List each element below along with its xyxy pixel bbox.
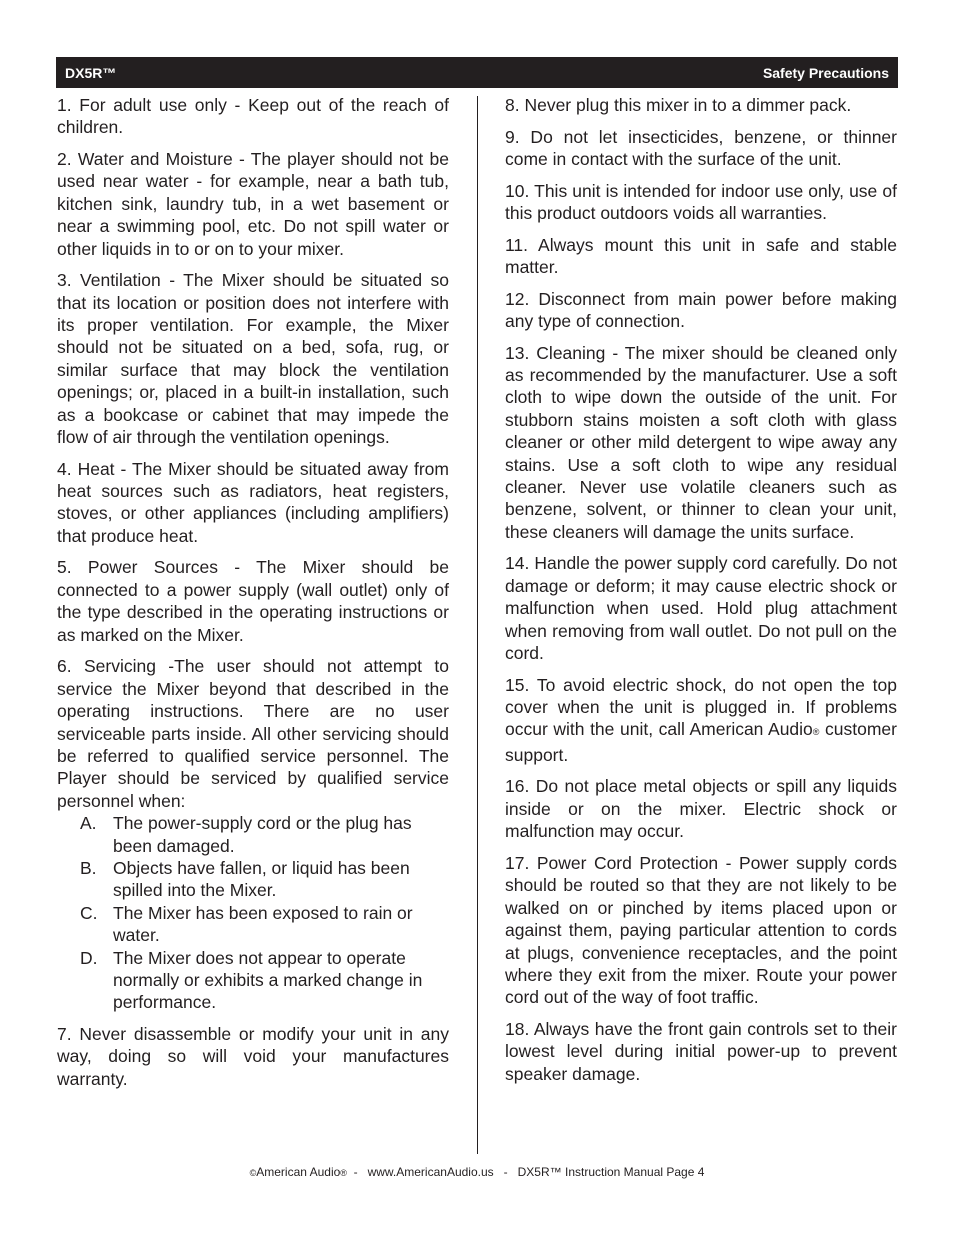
item-15-text: 15. To avoid electric shock, do not open the top cover when the unit is plugged in. If problems occur with the unit, call American Audio (505, 674, 897, 740)
precaution-item-16: 16. Do not place metal objects or spill any liquids inside or on the mixer. Electric shock or malfunction may occur. (505, 776, 897, 842)
section-title: Safety Precautions (762, 64, 889, 81)
subitem-letter: C. (80, 902, 98, 923)
subitem-text: The Mixer does not appear to operate normally or exhibits a marked change in performance. (113, 947, 423, 1013)
model-name: DX5R™ (65, 64, 117, 81)
footer-registered-mark: ® (340, 1168, 347, 1178)
precaution-item-9: 9. Do not let insecticides, benzene, or thinner come in contact with the surface of the unit. (505, 126, 897, 169)
item-15-tail: customer support. (505, 719, 897, 765)
precaution-item-18: 18. Always have the front gain controls set to their lowest level during initial power-up to prevent speaker damage. (505, 1018, 897, 1084)
registered-mark: ® (812, 727, 820, 738)
precaution-item-15 (505, 674, 897, 767)
footer-text: - www.AmericanAudio.us - DX5R™ Instruction Manual Page 4 (346, 1165, 705, 1179)
footer-company: American Audio (256, 1165, 341, 1179)
right-column (505, 94, 897, 1094)
servicing-subitem (80, 947, 449, 1014)
precaution-item-8: 8. Never plug this mixer in to a dimmer pack. (505, 95, 852, 115)
precaution-item-3: 3. Ventilation - The Mixer should be situated so that its location or position does not interfere with its proper ventilation. For example, the Mixer should not be situated on a bed, sofa, rug, or similar surface that may block the ventilation openings; or, placed in a built-in installation, such as a bookcase or cabinet that may impede the flow of air through the ventilation openings. (57, 270, 449, 448)
precaution-item-6: 6. Servicing -The user should not attempt to service the Mixer beyond that described in the operating instructions. There are no user serviceable parts inside. All other servicing should be referred to qualified service personnel. The Player should be serviced by qualified service personnel when: (57, 656, 449, 811)
precaution-item-1: 1. For adult use only - Keep out of the reach of children. (57, 95, 449, 138)
subitem-letter: A. (80, 813, 97, 834)
precaution-item-7: 7. Never disassemble or modify your unit in any way, doing so will void your manufactures warranty. (57, 1023, 449, 1089)
precaution-item-11: 11. Always mount this unit in safe and stable matter. (505, 234, 897, 277)
precaution-item-2: 2. Water and Moisture - The player should not be used near water - for example, near a bath tub, kitchen sink, laundry tub, in a wet basement or near a swimming pool, etc. Do not spill water or other liquids in to or on to your mixer. (57, 149, 449, 259)
servicing-subitem (80, 857, 449, 902)
copyright-mark: © (249, 1168, 257, 1178)
left-column (57, 94, 449, 1099)
subitem-letter: D. (80, 947, 98, 968)
precaution-item-17: 17. Power Cord Protection - Power supply cords should be routed so that they are not likely to be walked on or pinched by items placed upon or against them, paying particular attention to cords at plugs, convenience receptacles, and the point where they exit from the mixer. Route your power cord out of the way of foot traffic. (505, 852, 897, 1008)
precaution-item-13: 13. Cleaning - The mixer should be cleaned only as recommended by the manufacturer. Use a soft cloth to wipe down the outside of the unit. For stubborn stains moisten a soft cloth with glass cleaner or other mild detergent to wipe away any stains. Use a soft cloth to wipe any residual cleaner. Never use volatile cleaners such as benzene, solvent, or thinner to clean your unit, these cleaners will damage the units surface. (505, 342, 897, 542)
precaution-item-14: 14. Handle the power supply cord carefully. Do not damage or deform; it may cause electric shock or malfunction when used. Hold plug attachment when removing from wall outlet. Do not pull on the cord. (505, 553, 897, 664)
subitem-text: The Mixer has been exposed to rain or water. (113, 902, 413, 946)
precaution-item-10: 10. This unit is intended for indoor use only, use of this product outdoors voids all warranties. (505, 180, 897, 223)
servicing-subitem (80, 902, 449, 947)
precaution-item-5: 5. Power Sources - The Mixer should be connected to a power supply (wall outlet) only of the type described in the operating instructions or as marked on the Mixer. (57, 557, 449, 645)
subitem-letter: B. (80, 857, 97, 878)
page-header-bar (56, 57, 898, 88)
precaution-item-4: 4. Heat - The Mixer should be situated away from heat sources such as radiators, heat registers, stoves, or other appliances (including amplifiers) that produce heat. (57, 458, 449, 546)
page-footer (0, 1165, 954, 1179)
precaution-item-12: 12. Disconnect from main power before making any type of connection. (505, 288, 897, 331)
servicing-subitems (57, 812, 449, 1014)
subitem-text: The power-supply cord or the plug has been damaged. (113, 813, 412, 856)
column-divider (477, 96, 478, 1154)
servicing-subitem (80, 812, 449, 857)
subitem-text: Objects have fallen, or liquid has been spilled into the Mixer. (113, 857, 410, 901)
